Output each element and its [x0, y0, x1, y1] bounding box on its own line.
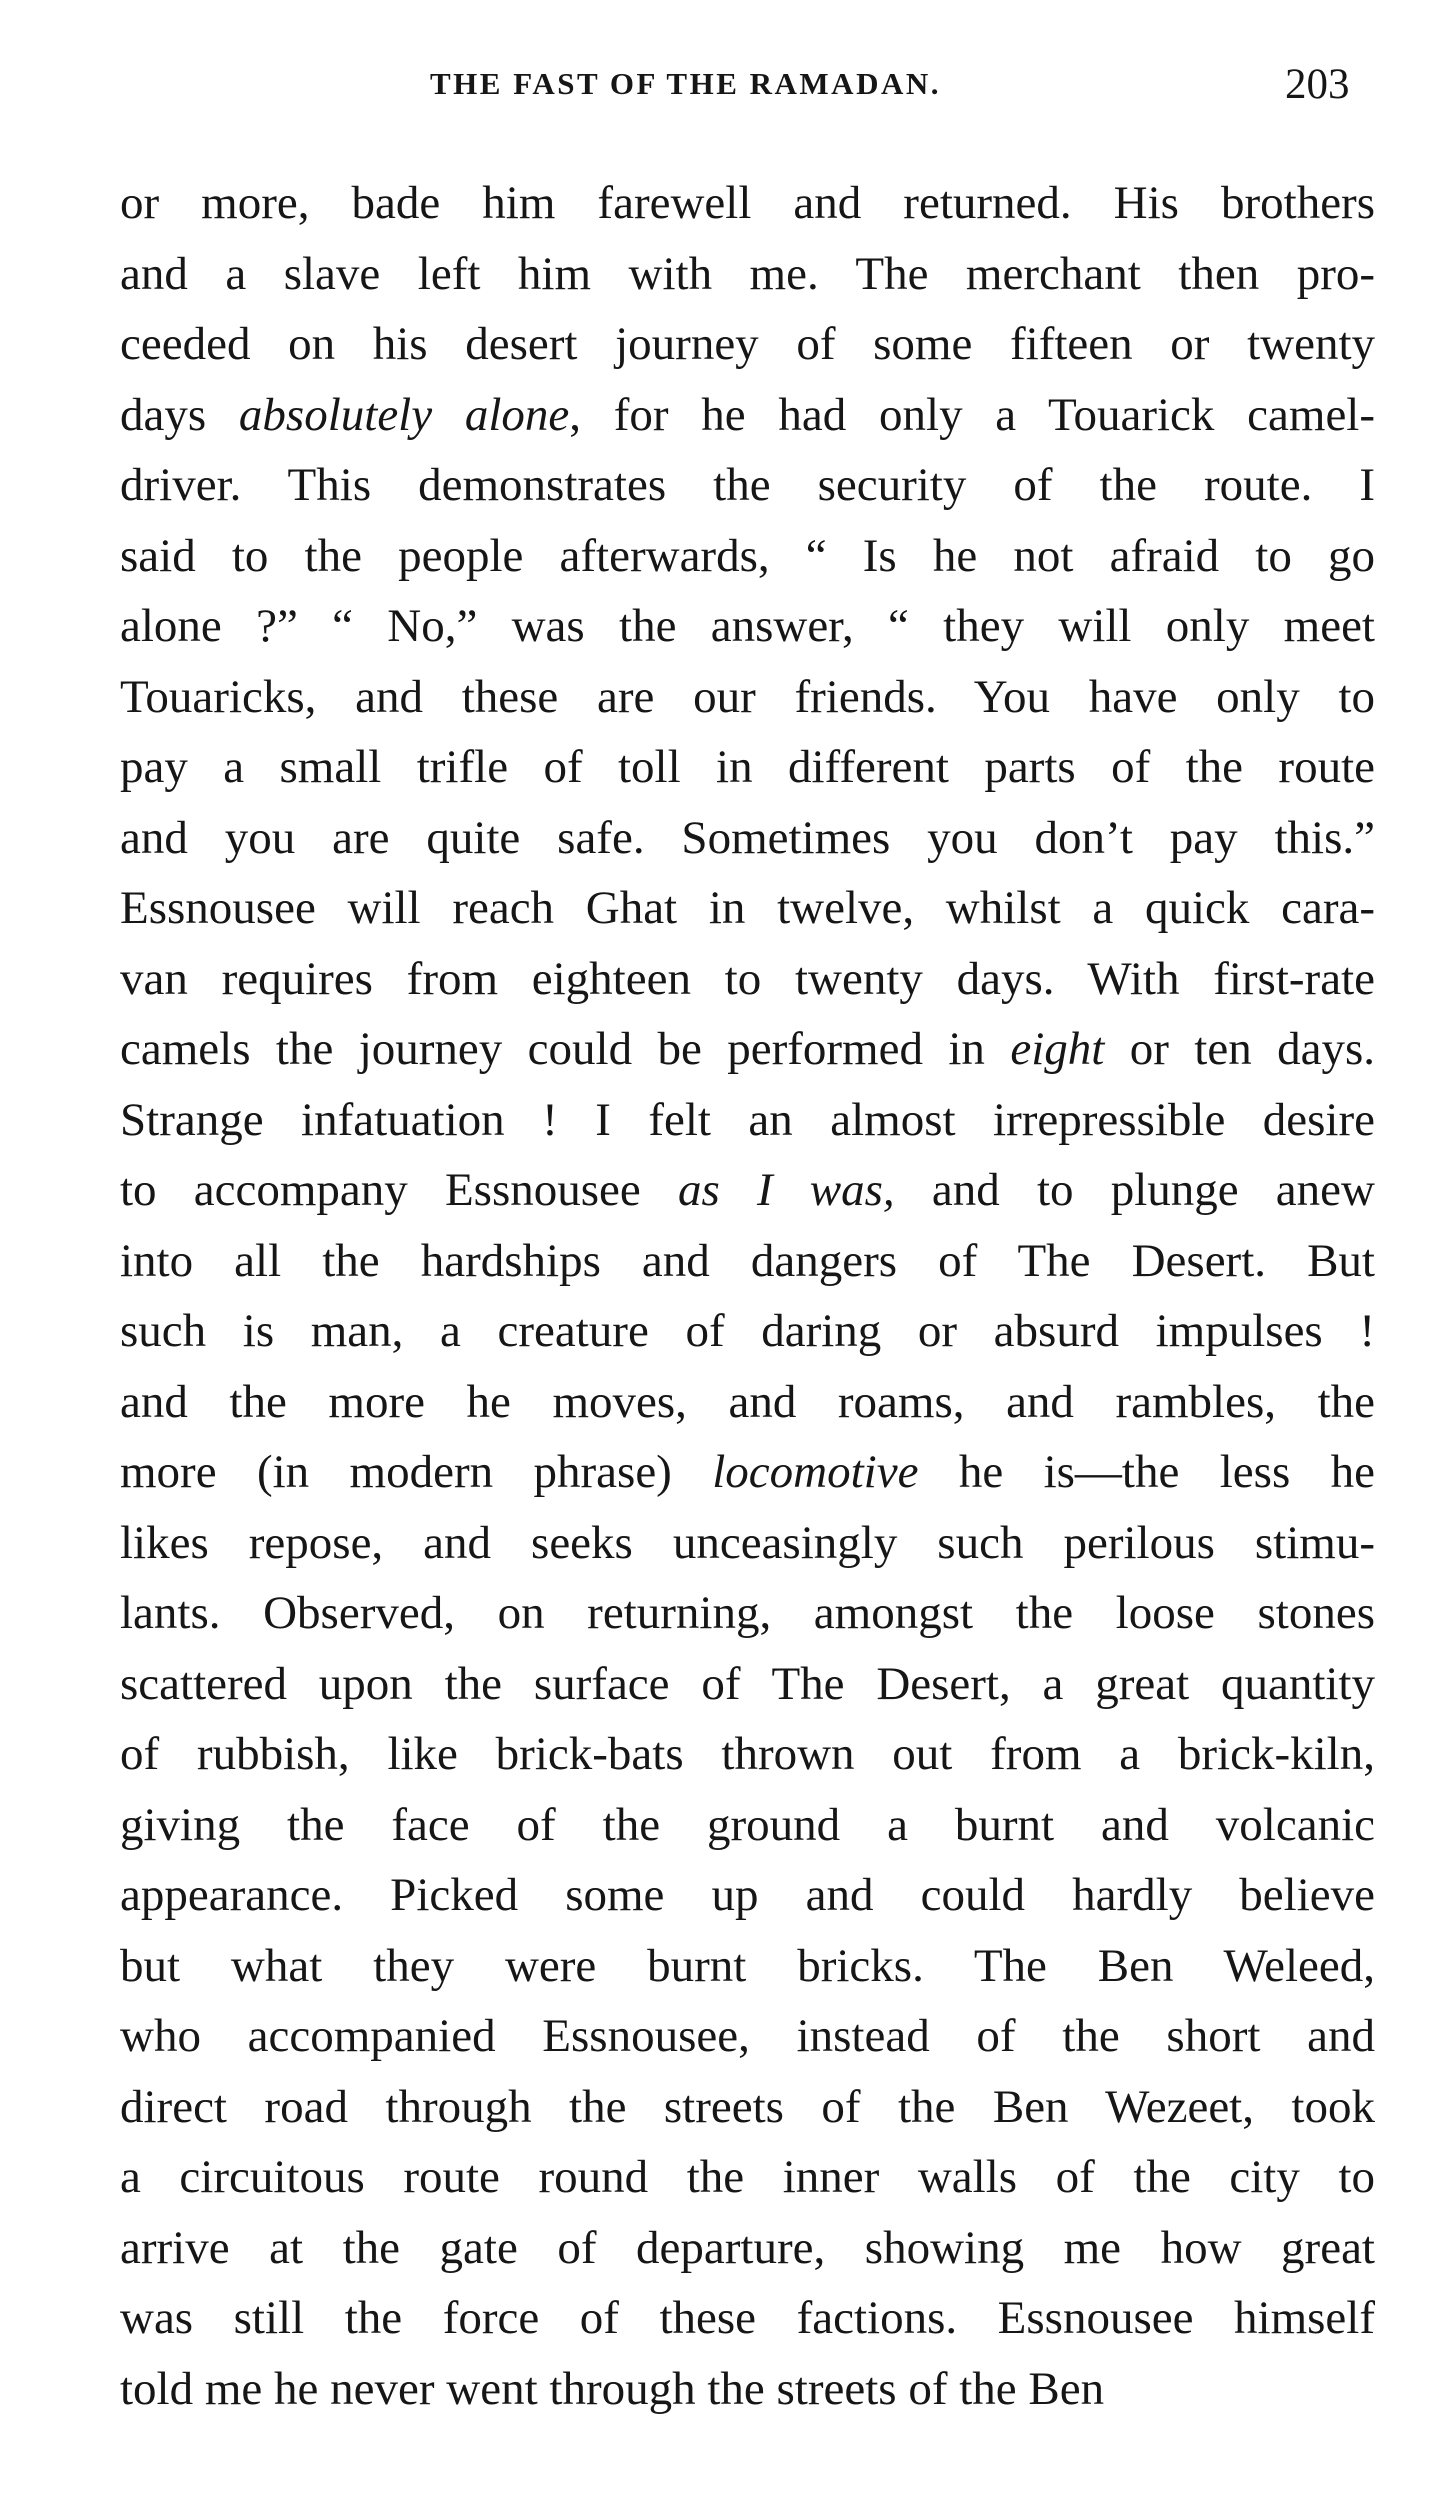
text-line [120, 1085, 1375, 1156]
text-line [120, 803, 1375, 874]
text-line [120, 2001, 1375, 2072]
text-run: driver. This demonstrates the security of the route. I [120, 459, 1375, 511]
text-line [120, 1226, 1375, 1297]
text-line [120, 239, 1375, 310]
text-run: likes repose, and seeks unceasingly such perilous stimu- [120, 1516, 1375, 1569]
text-run: lants. Observed, on returning, amongst the loose stones [120, 1587, 1375, 1639]
text-line [120, 309, 1375, 380]
text-run: who accompanied Essnousee, instead of the short and [120, 2010, 1375, 2062]
text-run: alone ?” “ No,” was the answer, “ they will only meet [120, 600, 1375, 652]
text-run: pay a small trifle of toll in different parts of the route [120, 741, 1375, 793]
text-run: or more, bade him farewell and returned. His brothers [120, 177, 1375, 229]
body-text [120, 168, 1375, 2424]
text-line [120, 2283, 1375, 2354]
italic-phrase: eight [1010, 1023, 1105, 1075]
text-run: such is man, a creature of daring or absurd impulses ! [120, 1305, 1375, 1357]
text-run: was still the force of these factions. Essnousee himself [120, 2292, 1375, 2344]
italic-phrase: locomotive [712, 1446, 919, 1498]
text-run: scattered upon the surface of The Desert, a great quantity [120, 1657, 1375, 1710]
text-run: into all the hardships and dangers of The Desert. But [120, 1234, 1375, 1287]
text-line [120, 1931, 1375, 2002]
text-line [120, 168, 1375, 239]
text-run: and the more he moves, and roams, and rambles, the [120, 1375, 1375, 1428]
text-run: and a slave left him with me. The merchant then pro- [120, 247, 1375, 300]
text-run: Touaricks, and these are our friends. You have only to [120, 670, 1375, 723]
text-run: to accompany Essnousee [120, 1164, 678, 1216]
text-line [120, 1296, 1375, 1367]
text-line [120, 1508, 1375, 1579]
text-run: , for he had only a Touarick camel- [569, 388, 1376, 441]
text-run: arrive at the gate of departure, showing me how great [120, 2221, 1375, 2274]
text-run: Essnousee will reach Ghat in twelve, whilst a quick cara- [120, 882, 1375, 934]
text-line [120, 944, 1375, 1015]
text-run: but what they were burnt bricks. The Ben Weleed, [120, 1939, 1375, 1992]
running-title: THE FAST OF THE RAMADAN. [430, 66, 941, 101]
text-run: ceeded on his desert journey of some fifteen or twenty [120, 318, 1375, 370]
text-run: or ten days. [1104, 1023, 1375, 1075]
text-run: more (in modern phrase) [120, 1446, 713, 1498]
text-line [120, 1790, 1375, 1861]
text-run: van requires from eighteen to twenty days. With first-rate [120, 952, 1375, 1005]
text-run: he is—the less he [918, 1446, 1375, 1498]
text-run: and to plunge anew [894, 1164, 1375, 1216]
text-line [120, 662, 1375, 733]
text-line [120, 1437, 1375, 1508]
text-line [120, 1155, 1375, 1226]
text-line [120, 2072, 1375, 2143]
text-line [120, 873, 1375, 944]
text-line [120, 1367, 1375, 1438]
text-line [120, 1578, 1375, 1649]
text-run: a circuitous route round the inner walls of the city to [120, 2151, 1375, 2203]
page-number: 203 [1285, 61, 1350, 108]
text-line [120, 1719, 1375, 1790]
text-line [120, 1014, 1375, 1085]
text-line [120, 380, 1375, 451]
text-line [120, 2213, 1375, 2284]
text-run: camels the journey could be performed in [120, 1023, 1011, 1075]
text-run: appearance. Picked some up and could hardly believe [120, 1869, 1375, 1921]
text-run: told me he never went through the streets of the Ben [120, 2362, 1105, 2415]
text-line [120, 521, 1375, 592]
text-line [120, 1860, 1375, 1931]
italic-phrase: as I was, [677, 1164, 895, 1216]
text-run: Strange infatuation ! I felt an almost irrepressible desire [120, 1093, 1375, 1146]
text-line [120, 2142, 1375, 2213]
text-run: said to the people afterwards, “ Is he not afraid to go [120, 529, 1375, 582]
text-run: of rubbish, like brick-bats thrown out from a brick-kiln, [120, 1728, 1375, 1780]
text-line [120, 591, 1375, 662]
text-run: direct road through the streets of the Ben Wezeet, took [120, 2080, 1375, 2133]
text-line [120, 450, 1375, 521]
text-run: and you are quite safe. Sometimes you don’t pay this.” [120, 811, 1375, 864]
text-line [120, 732, 1375, 803]
text-line [120, 1649, 1375, 1720]
text-run: giving the face of the ground a burnt and volcanic [120, 1798, 1375, 1851]
text-line [120, 2354, 1375, 2425]
text-run: days [120, 388, 239, 441]
italic-phrase: absolutely alone [238, 388, 570, 441]
